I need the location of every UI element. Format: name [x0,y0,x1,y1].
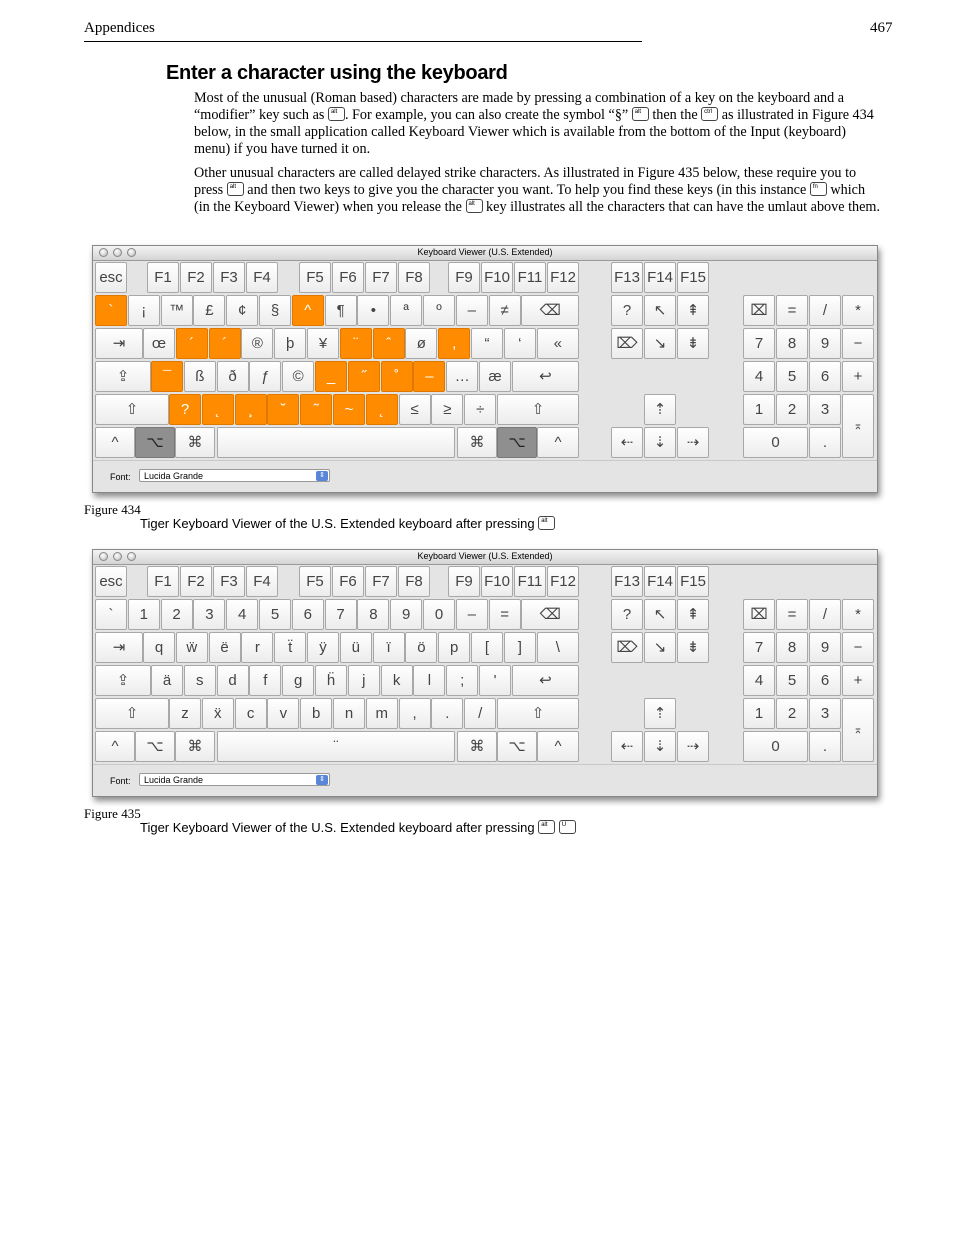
key-a-4[interactable]: ƒ [249,361,281,392]
option-key-icon [328,107,345,121]
figure-435-label: Figure 435 [84,806,141,821]
key-num-2[interactable]: ™ [161,295,193,326]
key-fn-11[interactable]: F11 [514,262,546,293]
key-pad-6[interactable]: 9 [809,328,841,359]
key-fn-0[interactable]: esc [95,262,127,293]
key-num-12[interactable]: = [489,599,521,630]
caption-text: Tiger Keyboard Viewer of the U.S. Extended keyboard after pressing [140,820,535,835]
paragraph-2 [194,165,884,216]
key-pad-14[interactable]: 3 [809,394,841,425]
option-key-icon [227,182,244,196]
key-num-8[interactable]: • [357,295,389,326]
p2-text-3: which (in the Keyboard Viewer) when you release the [194,182,866,215]
key-fn-12[interactable]: F12 [547,566,579,597]
key-bottom-2[interactable]: ⌘ [175,427,215,458]
font-select-value: Lucida Grande [144,775,204,785]
figure-435-caption [140,820,576,835]
key-pad-3[interactable]: * [842,295,874,326]
key-nav-6[interactable]: ⇡ [644,698,676,729]
key-num-4[interactable]: ¢ [226,295,258,326]
key-pad-5[interactable]: 8 [776,632,808,663]
key-pad-0[interactable]: ⌧ [743,599,775,630]
key-a-11[interactable]: ' [479,665,511,696]
key-bottom-0[interactable]: ^ [95,731,135,762]
key-a-10[interactable]: ; [446,665,478,696]
caption-text: Tiger Keyboard Viewer of the U.S. Extended keyboard after pressing [140,516,535,531]
keycap-label: alt [229,184,237,190]
key-fn-6[interactable]: F6 [332,262,364,293]
key-nav-8[interactable]: ⇣ [644,427,676,458]
key-q-12[interactable]: ] [504,632,536,663]
key-z-5[interactable]: ˜ [300,394,332,425]
key-a-6[interactable]: _ [315,361,347,392]
key-a-9[interactable]: l [413,665,445,696]
key-a-0[interactable]: ⇪ [95,361,151,392]
key-fn-4[interactable]: F4 [246,262,278,293]
key-fn-3[interactable]: F3 [213,262,245,293]
key-a-5[interactable]: g [282,665,314,696]
key-z-10[interactable]: / [464,698,496,729]
key-q-4[interactable]: r [241,632,273,663]
key-pad-14[interactable]: 3 [809,698,841,729]
key-bottom-6[interactable]: ^ [537,731,579,762]
key-fn-8[interactable]: F8 [398,566,430,597]
key-z-2[interactable]: ẍ [202,698,234,729]
key-num-7[interactable]: ¶ [325,295,357,326]
key-q-2[interactable]: ´ [176,328,208,359]
space-bar[interactable] [217,427,455,458]
key-a-7[interactable]: ˝ [348,361,380,392]
key-a-1[interactable]: ä [151,665,183,696]
font-select-value: Lucida Grande [144,471,204,481]
key-z-1[interactable]: ? [169,394,201,425]
key-z-3[interactable]: c [235,698,267,729]
key-pad-2[interactable]: / [809,295,841,326]
key-a-3[interactable]: d [217,665,249,696]
key-q-2[interactable]: ẅ [176,632,208,663]
key-pad-7[interactable]: − [842,328,874,359]
key-q-10[interactable]: p [438,632,470,663]
key-fn-8[interactable]: F8 [398,262,430,293]
key-nav-5[interactable]: ⇟ [677,632,709,663]
key-nav-4[interactable]: ↘ [644,328,676,359]
key-z-2[interactable]: ˛ [202,394,234,425]
key-nav-2[interactable]: ⇞ [677,295,709,326]
key-z-1[interactable]: z [169,698,201,729]
key-q-1[interactable]: œ [143,328,175,359]
fn-hilfe-key-icon [810,182,827,196]
key-nav-0[interactable]: ? [611,295,643,326]
key-z-5[interactable]: b [300,698,332,729]
key-fn-1[interactable]: F1 [147,262,179,293]
key-z-9[interactable]: ≥ [431,394,463,425]
key-pad-3[interactable]: * [842,599,874,630]
key-fn-13[interactable]: F13 [611,566,643,597]
option-key-icon [466,199,483,213]
key-fn-2[interactable]: F2 [180,566,212,597]
key-bottom-4[interactable]: ⌘ [457,731,497,762]
key-a-1[interactable]: ¯ [151,361,183,392]
keycap-label: alt [634,109,642,115]
key-num-0[interactable]: ` [95,599,127,630]
key-q-1[interactable]: q [143,632,175,663]
key-num-9[interactable]: ª [390,295,422,326]
key-a-10[interactable]: … [446,361,478,392]
key-bottom-3[interactable]: ⌘ [457,427,497,458]
keycap-label: alt [468,201,475,207]
key-pad-11[interactable]: + [842,361,874,392]
key-fn-5[interactable]: F5 [299,262,331,293]
key-fn-9[interactable]: F9 [448,262,480,293]
keyboard-viewer-window-1 [92,245,878,493]
key-bottom-5[interactable]: ⌥ [497,731,537,762]
keyboard-viewer-window-2 [92,549,878,797]
key-pad-13[interactable]: 2 [776,698,808,729]
key-nav-2[interactable]: ⇞ [677,599,709,630]
key-fn-15[interactable]: F15 [677,566,709,597]
key-fn-1[interactable]: F1 [147,566,179,597]
keycap-label: fn [812,184,818,190]
key-z-11[interactable]: ⇧ [497,698,579,729]
key-num-13[interactable]: ⌫ [521,295,579,326]
key-pad-16[interactable]: 0 [743,731,808,762]
key-bottom-3[interactable]: ¨ [217,731,455,762]
key-z-6[interactable]: ~ [333,394,365,425]
keycap-label: alt [330,109,338,115]
window-title: Keyboard Viewer (U.S. Extended) [417,247,553,257]
key-z-4[interactable]: ˘ [267,394,299,425]
key-q-7[interactable]: ü [340,632,372,663]
key-a-2[interactable]: ß [184,361,216,392]
key-fn-2[interactable]: F2 [180,262,212,293]
option-key-icon [538,516,555,530]
keycap-label: ctrl [704,109,713,115]
key-nav-7[interactable]: ⇠ [611,427,643,458]
key-fn-15[interactable]: F15 [677,262,709,293]
key-a-8[interactable]: k [381,665,413,696]
key-bottom-1[interactable]: ⌥ [135,427,175,458]
key-num-6[interactable]: 6 [292,599,324,630]
key-q-3[interactable]: ë [209,632,241,663]
key-z-7[interactable]: m [366,698,398,729]
key-q-9[interactable]: ø [405,328,437,359]
page-number: 467 [870,20,893,36]
key-pad-12[interactable]: 1 [743,698,775,729]
key-pad-7[interactable]: − [842,632,874,663]
key-z-3[interactable]: ¸ [235,394,267,425]
key-q-13[interactable]: \ [537,632,579,663]
key-pad-12[interactable]: 1 [743,394,775,425]
key-q-8[interactable]: ï [373,632,405,663]
font-row [93,460,877,492]
key-q-10[interactable]: , [438,328,470,359]
keycap-label: alt [541,518,548,524]
key-pad-8[interactable]: 4 [743,361,775,392]
key-num-4[interactable]: 4 [226,599,258,630]
key-q-11[interactable]: “ [471,328,503,359]
key-num-8[interactable]: 8 [357,599,389,630]
key-q-11[interactable]: [ [471,632,503,663]
key-a-6[interactable]: ḧ [315,665,347,696]
font-label: Font: [110,776,131,786]
p2-text-1: Other unusual characters are called delayed strike characters. As illustrated in Figure 435 below, these require you to press [194,165,857,198]
paragraph-1 [194,90,884,158]
key-fn-12[interactable]: F12 [547,262,579,293]
window-titlebar [93,550,877,565]
key-z-8[interactable]: ≤ [399,394,431,425]
section-heading: Enter a character using the keyboard [166,62,508,84]
key-num-11[interactable]: – [456,599,488,630]
key-pad-10[interactable]: 6 [809,665,841,696]
key-num-3[interactable]: £ [193,295,225,326]
key-q-8[interactable]: ˆ [373,328,405,359]
font-select[interactable] [139,773,330,786]
key-num-12[interactable]: ≠ [489,295,521,326]
p1-text-4: as illustrated in Figure 434 below, in the small application called Keyboard Viewer which is available from the bottom of the Input (keyboard) menu) if you have turned it on. [194,107,874,157]
key-z-8[interactable]: , [399,698,431,729]
key-fn-13[interactable]: F13 [611,262,643,293]
running-head [84,20,642,42]
key-num-1[interactable]: 1 [128,599,160,630]
key-num-13[interactable]: ⌫ [521,599,579,630]
key-num-10[interactable]: º [423,295,455,326]
p2-text-4: key illustrates all the characters that can have the umlaut above them. [482,199,880,215]
figure-434-caption [140,516,555,531]
key-fn-0[interactable]: esc [95,566,127,597]
key-z-10[interactable]: ÷ [464,394,496,425]
key-q-5[interactable]: ẗ [274,632,306,663]
key-num-5[interactable]: 5 [259,599,291,630]
key-num-2[interactable]: 2 [161,599,193,630]
key-pad-15[interactable]: ⌅ [842,698,874,762]
key-nav-6[interactable]: ⇡ [644,394,676,425]
key-nav-5[interactable]: ⇟ [677,328,709,359]
key-q-6[interactable]: ¥ [307,328,339,359]
key-fn-11[interactable]: F11 [514,566,546,597]
key-pad-5[interactable]: 8 [776,328,808,359]
key-pad-4[interactable]: 7 [743,328,775,359]
key-pad-6[interactable]: 9 [809,632,841,663]
key-z-11[interactable]: ⇧ [497,394,579,425]
key-pad-15[interactable]: ⌅ [842,394,874,458]
key-pad-8[interactable]: 4 [743,665,775,696]
key-q-13[interactable]: « [537,328,579,359]
key-num-5[interactable]: § [259,295,291,326]
key-fn-10[interactable]: F10 [481,262,513,293]
key-num-9[interactable]: 9 [390,599,422,630]
key-bottom-4[interactable]: ⌥ [497,427,537,458]
key-pad-1[interactable]: = [776,295,808,326]
p1-text-3: then the [648,107,702,123]
key-nav-4[interactable]: ↘ [644,632,676,663]
key-num-6[interactable]: ^ [292,295,324,326]
u-key-icon [559,820,576,834]
p1-text-2: . For example, you can also create the symbol “§” [344,107,632,123]
key-pad-17[interactable]: . [809,731,841,762]
select-arrows-icon: ⇕ [316,775,328,785]
key-z-0[interactable]: ⇧ [95,698,169,729]
key-bottom-1[interactable]: ⌥ [135,731,175,762]
key-a-2[interactable]: s [184,665,216,696]
key-pad-0[interactable]: ⌧ [743,295,775,326]
key-z-9[interactable]: . [431,698,463,729]
key-nav-3[interactable]: ⌦ [611,632,643,663]
key-bottom-2[interactable]: ⌘ [175,731,215,762]
key-z-4[interactable]: v [267,698,299,729]
key-a-5[interactable]: © [282,361,314,392]
key-pad-9[interactable]: 5 [776,665,808,696]
key-pad-1[interactable]: = [776,599,808,630]
key-pad-11[interactable]: + [842,665,874,696]
key-a-12[interactable]: ↩ [512,361,579,392]
key-q-7[interactable]: ¨ [340,328,372,359]
window-titlebar [93,246,877,261]
key-fn-6[interactable]: F6 [332,566,364,597]
key-a-3[interactable]: ð [217,361,249,392]
key-nav-9[interactable]: ⇢ [677,731,709,762]
key-num-10[interactable]: 0 [423,599,455,630]
font-label: Font: [110,472,131,482]
key-fn-4[interactable]: F4 [246,566,278,597]
key-q-5[interactable]: þ [274,328,306,359]
select-arrows-icon: ⇕ [316,471,328,481]
section-title: Appendices [84,20,155,36]
font-select[interactable] [139,469,330,482]
p1-text-1: Most of the unusual (Roman based) characters are made by pressing a combination of a key on the keyboard and a “modifier” key such as [194,90,845,123]
key-num-7[interactable]: 7 [325,599,357,630]
key-fn-3[interactable]: F3 [213,566,245,597]
key-pad-13[interactable]: 2 [776,394,808,425]
p2-text-2: and then two keys to give you the character you want. To help you find these keys (in this instance [243,182,810,198]
key-bottom-5[interactable]: ^ [537,427,579,458]
key-num-3[interactable]: 3 [193,599,225,630]
key-fn-7[interactable]: F7 [365,566,397,597]
key-pad-16[interactable]: 0 [743,427,808,458]
window-title: Keyboard Viewer (U.S. Extended) [417,551,553,561]
option-key-icon [632,107,649,121]
key-a-9[interactable]: – [413,361,445,392]
keycap-label: alt [541,822,548,828]
key-num-11[interactable]: – [456,295,488,326]
key-nav-1[interactable]: ↖ [644,295,676,326]
key-bottom-0[interactable]: ^ [95,427,135,458]
key-nav-9[interactable]: ⇢ [677,427,709,458]
ctrl-key-icon [701,107,718,121]
key-pad-10[interactable]: 6 [809,361,841,392]
key-z-6[interactable]: n [333,698,365,729]
key-pad-2[interactable]: / [809,599,841,630]
key-pad-9[interactable]: 5 [776,361,808,392]
key-nav-7[interactable]: ⇠ [611,731,643,762]
option-key-icon [538,820,555,834]
key-nav-0[interactable]: ? [611,599,643,630]
key-nav-1[interactable]: ↖ [644,599,676,630]
key-fn-9[interactable]: F9 [448,566,480,597]
key-a-4[interactable]: f [249,665,281,696]
key-fn-10[interactable]: F10 [481,566,513,597]
figure-434-label: Figure 434 [84,502,141,517]
key-q-3[interactable]: ´ [209,328,241,359]
key-q-4[interactable]: ® [241,328,273,359]
key-a-7[interactable]: j [348,665,380,696]
key-fn-5[interactable]: F5 [299,566,331,597]
key-q-0[interactable]: ⇥ [95,632,143,663]
key-a-12[interactable]: ↩ [512,665,579,696]
key-q-6[interactable]: ÿ [307,632,339,663]
key-q-0[interactable]: ⇥ [95,328,143,359]
key-z-7[interactable]: ˛ [366,394,398,425]
key-pad-4[interactable]: 7 [743,632,775,663]
key-nav-3[interactable]: ⌦ [611,328,643,359]
key-a-0[interactable]: ⇪ [95,665,151,696]
key-fn-7[interactable]: F7 [365,262,397,293]
key-fn-14[interactable]: F14 [644,566,676,597]
key-num-1[interactable]: ¡ [128,295,160,326]
key-z-0[interactable]: ⇧ [95,394,169,425]
keycap-label: U [561,822,567,828]
key-a-8[interactable]: ˚ [381,361,413,392]
key-nav-8[interactable]: ⇣ [644,731,676,762]
key-a-11[interactable]: æ [479,361,511,392]
key-pad-17[interactable]: . [809,427,841,458]
key-fn-14[interactable]: F14 [644,262,676,293]
key-num-0[interactable]: ` [95,295,127,326]
key-q-12[interactable]: ‘ [504,328,536,359]
key-q-9[interactable]: ö [405,632,437,663]
font-row [93,764,877,796]
